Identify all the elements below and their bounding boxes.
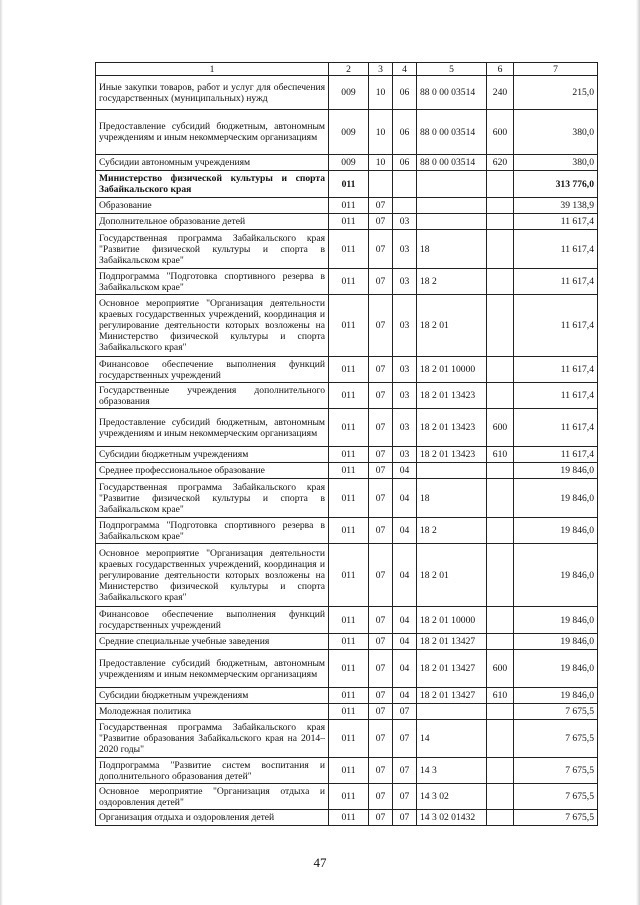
cell-admin-code: 011	[329, 810, 369, 826]
cell-amount: 19 846,0	[514, 634, 598, 650]
cell-section	[369, 171, 393, 198]
cell-admin-code: 011	[329, 518, 369, 544]
cell-target-article: 18 2 01	[417, 544, 487, 607]
cell-target-article: 14 3 02	[417, 784, 487, 810]
cell-admin-code: 011	[329, 269, 369, 295]
cell-amount: 380,0	[514, 110, 598, 155]
cell-expense-type	[487, 230, 514, 269]
table-row	[96, 650, 598, 688]
cell-expense-type	[487, 758, 514, 784]
cell-expense-type	[487, 171, 514, 198]
cell-name: Государственная программа Забайкальского края "Развитие образования Забайкальского края на 2014–2020 годы"	[96, 720, 329, 758]
table-row	[96, 544, 598, 607]
cell-target-article: 18	[417, 479, 487, 518]
cell-target-article: 18 2 01	[417, 295, 487, 357]
cell-subsection: 03	[393, 383, 417, 409]
cell-admin-code: 011	[329, 688, 369, 704]
cell-expense-type	[487, 295, 514, 357]
cell-expense-type	[487, 518, 514, 544]
cell-target-article: 88 0 00 03514	[417, 76, 487, 110]
cell-section: 07	[369, 269, 393, 295]
cell-amount: 7 675,5	[514, 720, 598, 758]
cell-subsection: 06	[393, 76, 417, 110]
cell-subsection	[393, 171, 417, 198]
cell-amount: 39 138,9	[514, 198, 598, 214]
cell-section: 07	[369, 463, 393, 479]
cell-section: 07	[369, 479, 393, 518]
cell-name: Среднее профессиональное образование	[96, 463, 329, 479]
table-row	[96, 171, 598, 198]
column-header: 6	[487, 63, 514, 76]
cell-section: 07	[369, 607, 393, 634]
table-header-row	[96, 63, 598, 76]
cell-admin-code: 011	[329, 463, 369, 479]
cell-amount: 11 617,4	[514, 409, 598, 447]
table-row	[96, 295, 598, 357]
table-row	[96, 409, 598, 447]
cell-subsection: 04	[393, 607, 417, 634]
cell-subsection: 03	[393, 214, 417, 230]
cell-target-article: 18 2 01 10000	[417, 607, 487, 634]
cell-subsection: 04	[393, 688, 417, 704]
cell-section: 07	[369, 704, 393, 720]
cell-subsection: 07	[393, 784, 417, 810]
cell-amount: 19 846,0	[514, 518, 598, 544]
cell-admin-code: 011	[329, 634, 369, 650]
cell-expense-type	[487, 463, 514, 479]
cell-amount: 313 776,0	[514, 171, 598, 198]
cell-amount: 11 617,4	[514, 230, 598, 269]
table-row	[96, 269, 598, 295]
table-row	[96, 198, 598, 214]
cell-section: 07	[369, 634, 393, 650]
cell-section: 07	[369, 810, 393, 826]
cell-name: Подпрограмма "Подготовка спортивного резерва в Забайкальском крае"	[96, 518, 329, 544]
table-row	[96, 758, 598, 784]
cell-subsection: 03	[393, 230, 417, 269]
cell-name: Образование	[96, 198, 329, 214]
cell-target-article: 18	[417, 230, 487, 269]
cell-expense-type	[487, 479, 514, 518]
cell-name: Организация отдыха и оздоровления детей	[96, 810, 329, 826]
table-row	[96, 607, 598, 634]
cell-target-article: 18 2	[417, 269, 487, 295]
cell-admin-code: 009	[329, 76, 369, 110]
cell-amount: 19 846,0	[514, 650, 598, 688]
column-header: 2	[329, 63, 369, 76]
cell-admin-code: 011	[329, 230, 369, 269]
table-row	[96, 720, 598, 758]
cell-section: 10	[369, 110, 393, 155]
cell-amount: 11 617,4	[514, 357, 598, 383]
cell-section: 07	[369, 758, 393, 784]
column-header: 3	[369, 63, 393, 76]
table-row	[96, 230, 598, 269]
cell-amount: 19 846,0	[514, 544, 598, 607]
cell-admin-code: 009	[329, 155, 369, 171]
cell-expense-type	[487, 214, 514, 230]
cell-target-article	[417, 704, 487, 720]
cell-target-article	[417, 463, 487, 479]
scan-shadow-right	[636, 0, 640, 905]
cell-target-article: 18 2 01 13423	[417, 447, 487, 463]
cell-expense-type: 240	[487, 76, 514, 110]
cell-subsection: 04	[393, 518, 417, 544]
cell-subsection: 04	[393, 650, 417, 688]
table-row	[96, 357, 598, 383]
cell-name: Средние специальные учебные заведения	[96, 634, 329, 650]
cell-subsection: 07	[393, 758, 417, 784]
cell-subsection: 03	[393, 409, 417, 447]
column-header: 4	[393, 63, 417, 76]
cell-name: Подпрограмма "Развитие систем воспитания и дополнительного образования детей"	[96, 758, 329, 784]
cell-expense-type	[487, 383, 514, 409]
cell-target-article: 14	[417, 720, 487, 758]
cell-admin-code: 011	[329, 214, 369, 230]
cell-target-article: 18 2 01 10000	[417, 357, 487, 383]
page-number: 47	[313, 855, 327, 870]
cell-expense-type	[487, 704, 514, 720]
cell-expense-type	[487, 544, 514, 607]
table-row	[96, 76, 598, 110]
cell-admin-code: 011	[329, 607, 369, 634]
cell-expense-type	[487, 607, 514, 634]
cell-admin-code: 011	[329, 544, 369, 607]
cell-name: Основное мероприятие "Организация деятельности краевых государственных учреждений, координация и регулирование деятельности которых возложены на Министерство физической культуры и спорта Забайкальского края"	[96, 544, 329, 607]
cell-admin-code: 011	[329, 198, 369, 214]
cell-subsection: 07	[393, 704, 417, 720]
table-row	[96, 463, 598, 479]
cell-name: Финансовое обеспечение выполнения функций государственных учреждений	[96, 357, 329, 383]
cell-target-article	[417, 214, 487, 230]
table-row	[96, 704, 598, 720]
cell-subsection: 06	[393, 110, 417, 155]
cell-name: Иные закупки товаров, работ и услуг для обеспечения государственных (муниципальных) нужд	[96, 76, 329, 110]
table-row	[96, 810, 598, 826]
table-row	[96, 214, 598, 230]
table-row	[96, 634, 598, 650]
cell-amount: 19 846,0	[514, 463, 598, 479]
cell-target-article: 18 2 01 13427	[417, 688, 487, 704]
cell-section: 07	[369, 383, 393, 409]
cell-subsection: 07	[393, 810, 417, 826]
cell-expense-type: 600	[487, 409, 514, 447]
cell-expense-type: 610	[487, 688, 514, 704]
cell-admin-code: 011	[329, 447, 369, 463]
cell-section: 07	[369, 544, 393, 607]
table-row	[96, 784, 598, 810]
cell-amount: 215,0	[514, 76, 598, 110]
cell-name: Молодежная политика	[96, 704, 329, 720]
cell-name: Субсидии бюджетным учреждениям	[96, 447, 329, 463]
cell-admin-code: 011	[329, 479, 369, 518]
cell-amount: 380,0	[514, 155, 598, 171]
cell-admin-code: 011	[329, 171, 369, 198]
cell-admin-code: 011	[329, 409, 369, 447]
scan-shadow-left	[0, 0, 3, 905]
cell-name: Предоставление субсидий бюджетным, автономным учреждениям и иным некоммерческим организациям	[96, 650, 329, 688]
cell-subsection: 04	[393, 544, 417, 607]
cell-subsection: 03	[393, 269, 417, 295]
cell-subsection: 07	[393, 720, 417, 758]
table-row	[96, 383, 598, 409]
column-header: 1	[96, 63, 329, 76]
cell-admin-code: 011	[329, 704, 369, 720]
cell-amount: 7 675,5	[514, 810, 598, 826]
cell-section: 07	[369, 650, 393, 688]
cell-name: Государственная программа Забайкальского края "Развитие физической культуры и спорта в Забайкальском крае"	[96, 230, 329, 269]
cell-expense-type: 600	[487, 650, 514, 688]
table-row	[96, 518, 598, 544]
cell-expense-type	[487, 357, 514, 383]
cell-admin-code: 011	[329, 758, 369, 784]
cell-subsection: 04	[393, 479, 417, 518]
cell-expense-type	[487, 634, 514, 650]
cell-subsection: 04	[393, 634, 417, 650]
table-row	[96, 110, 598, 155]
cell-section: 07	[369, 518, 393, 544]
cell-name: Основное мероприятие "Организация отдыха и оздоровления детей"	[96, 784, 329, 810]
cell-subsection: 04	[393, 463, 417, 479]
column-header: 7	[514, 63, 598, 76]
cell-amount: 7 675,5	[514, 784, 598, 810]
cell-section: 07	[369, 357, 393, 383]
cell-admin-code: 011	[329, 295, 369, 357]
cell-expense-type: 600	[487, 110, 514, 155]
cell-name: Предоставление субсидий бюджетным, автономным учреждениям и иным некоммерческим организациям	[96, 409, 329, 447]
cell-section: 07	[369, 409, 393, 447]
cell-target-article: 88 0 00 03514	[417, 110, 487, 155]
table-body	[96, 63, 598, 826]
table-row	[96, 155, 598, 171]
cell-target-article: 88 0 00 03514	[417, 155, 487, 171]
cell-target-article: 18 2 01 13427	[417, 634, 487, 650]
cell-admin-code: 011	[329, 720, 369, 758]
cell-amount: 7 675,5	[514, 758, 598, 784]
cell-amount: 19 846,0	[514, 479, 598, 518]
cell-expense-type	[487, 810, 514, 826]
cell-section: 10	[369, 155, 393, 171]
cell-amount: 11 617,4	[514, 214, 598, 230]
cell-admin-code: 011	[329, 383, 369, 409]
cell-name: Министерство физической культуры и спорта Забайкальского края	[96, 171, 329, 198]
cell-amount: 11 617,4	[514, 269, 598, 295]
column-header: 5	[417, 63, 487, 76]
cell-admin-code: 009	[329, 110, 369, 155]
cell-target-article: 18 2 01 13423	[417, 409, 487, 447]
cell-name: Государственная программа Забайкальского края "Развитие физической культуры и спорта в Забайкальском крае"	[96, 479, 329, 518]
cell-section: 07	[369, 214, 393, 230]
cell-expense-type	[487, 784, 514, 810]
cell-subsection: 03	[393, 295, 417, 357]
cell-section: 07	[369, 720, 393, 758]
cell-amount: 7 675,5	[514, 704, 598, 720]
table-row	[96, 479, 598, 518]
cell-target-article: 14 3	[417, 758, 487, 784]
cell-name: Дополнительное образование детей	[96, 214, 329, 230]
cell-amount: 19 846,0	[514, 688, 598, 704]
cell-subsection	[393, 198, 417, 214]
cell-target-article	[417, 198, 487, 214]
cell-expense-type	[487, 198, 514, 214]
cell-admin-code: 011	[329, 784, 369, 810]
cell-name: Основное мероприятие "Организация деятельности краевых государственных учреждений, координация и регулирование деятельности которых возложены на Министерство физической культуры и спорта Забайкальского края"	[96, 295, 329, 357]
cell-section: 07	[369, 688, 393, 704]
cell-amount: 11 617,4	[514, 383, 598, 409]
cell-amount: 19 846,0	[514, 607, 598, 634]
cell-subsection: 03	[393, 357, 417, 383]
cell-target-article: 18 2	[417, 518, 487, 544]
cell-expense-type	[487, 269, 514, 295]
cell-section: 07	[369, 230, 393, 269]
cell-name: Субсидии бюджетным учреждениям	[96, 688, 329, 704]
cell-admin-code: 011	[329, 357, 369, 383]
cell-target-article: 18 2 01 13427	[417, 650, 487, 688]
cell-section: 10	[369, 76, 393, 110]
cell-admin-code: 011	[329, 650, 369, 688]
cell-expense-type	[487, 720, 514, 758]
cell-subsection: 06	[393, 155, 417, 171]
cell-target-article: 18 2 01 13423	[417, 383, 487, 409]
cell-section: 07	[369, 447, 393, 463]
budget-allocation-table	[95, 62, 598, 826]
cell-target-article: 14 3 02 01432	[417, 810, 487, 826]
cell-name: Государственные учреждения дополнительного образования	[96, 383, 329, 409]
table-row	[96, 447, 598, 463]
cell-section: 07	[369, 198, 393, 214]
cell-name: Предоставление субсидий бюджетным, автономным учреждениям и иным некоммерческим организациям	[96, 110, 329, 155]
cell-section: 07	[369, 295, 393, 357]
cell-name: Подпрограмма "Подготовка спортивного резерва в Забайкальском крае"	[96, 269, 329, 295]
cell-target-article	[417, 171, 487, 198]
cell-name: Субсидии автономным учреждениям	[96, 155, 329, 171]
cell-expense-type: 610	[487, 447, 514, 463]
cell-section: 07	[369, 784, 393, 810]
cell-name: Финансовое обеспечение выполнения функций государственных учреждений	[96, 607, 329, 634]
cell-amount: 11 617,4	[514, 295, 598, 357]
cell-expense-type: 620	[487, 155, 514, 171]
cell-amount: 11 617,4	[514, 447, 598, 463]
cell-subsection: 03	[393, 447, 417, 463]
table-row	[96, 688, 598, 704]
